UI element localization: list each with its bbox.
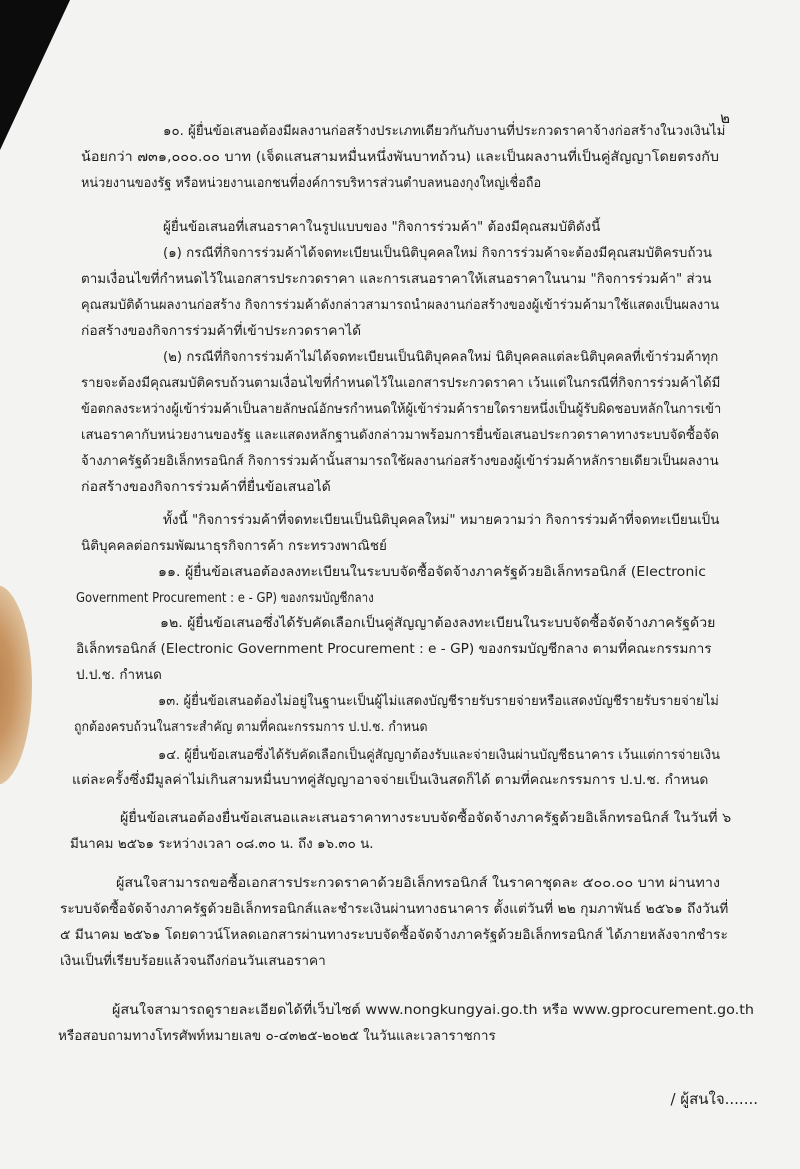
text-line: มีนาคม ๒๕๖๑ ระหว่างเวลา ๐๘.๓๐ น. ถึง ๑๖.๓๐ น. [70,837,374,852]
text-line: (๒) กรณีที่กิจการร่วมค้าไม่ได้จดทะเบียนเป็นนิติบุคคลใหม่ นิติบุคคลแต่ละนิติบุคคลที่เข้าร่วมค้าทุก [163,350,719,365]
text-line: ๑๐. ผู้ยื่นข้อเสนอต้องมีผลงานก่อสร้างประเภทเดียวกันกับงานที่ประกวดราคาจ้างก่อสร้างในวงเงินไม่ [163,124,726,139]
text-line: หน่วยงานของรัฐ หรือหน่วยงานเอกชนที่องค์การบริหารส่วนตำบลหนองกุงใหญ่เชื่อถือ [81,176,542,191]
text-line: ป.ป.ช. กำหนด [76,668,162,683]
text-line: หรือสอบถามทางโทรศัพท์หมายเลข ๐-๔๓๒๕-๒๐๒๕ ในวันและเวลาราชการ [58,1029,496,1044]
text-line: ทั้งนี้ "กิจการร่วมค้าที่จดทะเบียนเป็นนิติบุคคลใหม่" หมายความว่า กิจการร่วมค้าที่จดทะเบียนเป็น [163,513,720,528]
text-line: Government Procurement : e - GP) ของกรมบัญชีกลาง [76,591,374,606]
text-line: ก่อสร้างของกิจการร่วมค้าที่ยื่นข้อเสนอได้ [81,480,331,495]
text-line: ผู้ยื่นข้อเสนอที่เสนอราคาในรูปแบบของ "กิจการร่วมค้า" ต้องมีคุณสมบัติดังนี้ [163,220,601,235]
text-line: ผู้สนใจสามารถดูรายละเอียดได้ที่เว็บไซต์ www.nongkungyai.go.th หรือ www.gprocurement.go.th [112,1003,754,1018]
text-line: คุณสมบัติด้านผลงานก่อสร้าง กิจการร่วมค้าดังกล่าวสามารถนำผลงานก่อสร้างของผู้เข้าร่วมค้ามาใช้แสดงเป็นผลงาน [81,298,720,313]
text-line: ๑๑. ผู้ยื่นข้อเสนอต้องลงทะเบียนในระบบจัดซื้อจัดจ้างภาครัฐด้วยอิเล็กทรอนิกส์ (Electronic [158,565,707,580]
text-line: ผู้สนใจสามารถขอซื้อเอกสารประกวดราคาด้วยอิเล็กทรอนิกส์ ในราคาชุดละ ๕๐๐.๐๐ บาท ผ่านทาง [116,876,720,891]
text-line: เสนอราคากับหน่วยงานของรัฐ และแสดงหลักฐานดังกล่าวมาพร้อมการยื่นข้อเสนอประกวดราคาทางระบบจัดซื้อจัด [81,428,720,443]
text-line: (๑) กรณีที่กิจการร่วมค้าได้จดทะเบียนเป็นนิติบุคคลใหม่ กิจการร่วมค้าจะต้องมีคุณสมบัติครบถ้วน [163,246,713,261]
text-line: ตามเงื่อนไขที่กำหนดไว้ในเอกสารประกวดราคา และการเสนอราคาให้เสนอราคาในนาม "กิจการร่วมค้า" ส่วน [81,272,712,287]
text-line: ก่อสร้างของกิจการร่วมค้าที่เข้าประกวดราคาได้ [81,324,362,339]
text-line: แต่ละครั้งซึ่งมีมูลค่าไม่เกินสามหมื่นบาทคู่สัญญาอาจจ่ายเป็นเงินสดก็ได้ ตามที่คณะกรรมการ ป.ป.ช. กำหนด [72,773,709,788]
text-line: ๑๔. ผู้ยื่นข้อเสนอซึ่งได้รับคัดเลือกเป็นคู่สัญญาต้องรับและจ่ายเงินผ่านบัญชีธนาคาร เว้นแต่การจ่ายเงิน [158,748,720,763]
text-line: ถูกต้องครบถ้วนในสาระสำคัญ ตามที่คณะกรรมการ ป.ป.ช. กำหนด [74,720,428,735]
text-line: ๑๒. ผู้ยื่นข้อเสนอซึ่งได้รับคัดเลือกเป็นคู่สัญญาต้องลงทะเบียนในระบบจัดซื้อจัดจ้างภาครัฐด้วย [160,616,716,631]
text-line: รายจะต้องมีคุณสมบัติครบถ้วนตามเงื่อนไขที่กำหนดไว้ในเอกสารประกวดราคา เว้นแต่ในกรณีที่กิจการร่วมค้าได้มี [81,376,721,391]
text-line: จ้างภาครัฐด้วยอิเล็กทรอนิกส์ กิจการร่วมค้านั้นสามารถใช้ผลงานก่อสร้างของผู้เข้าร่วมค้าหลักรายเดียวเป็นผลงาน [81,454,719,469]
text-line: อิเล็กทรอนิกส์ (Electronic Government Procurement : e - GP) ของกรมบัญชีกลาง ตามที่คณะกรรมการ [76,642,712,657]
text-line: ๕ มีนาคม ๒๕๖๑ โดยดาวน์โหลดเอกสารผ่านทางระบบจัดซื้อจัดจ้างภาครัฐด้วยอิเล็กทรอนิกส์ ได้ภายหลังจากชำระ [60,928,728,943]
text-line: เงินเป็นที่เรียบร้อยแล้วจนถึงก่อนวันเสนอราคา [60,954,326,969]
text-line: นิติบุคคลต่อกรมพัฒนาธุรกิจการค้า กระทรวงพาณิชย์ [81,539,387,554]
continuation-mark: / ผู้สนใจ....... [670,1090,758,1108]
text-line: ผู้ยื่นข้อเสนอต้องยื่นข้อเสนอและเสนอราคาทางระบบจัดซื้อจัดจ้างภาครัฐด้วยอิเล็กทรอนิกส์ ในวันที่ ๖ [120,811,732,826]
text-line: ข้อตกลงระหว่างผู้เข้าร่วมค้าเป็นลายลักษณ์อักษรกำหนดให้ผู้เข้าร่วมค้ารายใดรายหนึ่งเป็นผู้รับผิดชอบหลักในการเข้า [81,402,722,417]
text-line: น้อยกว่า ๗๓๑,๐๐๐.๐๐ บาท (เจ็ดแสนสามหมื่นหนึ่งพันบาทถ้วน) และเป็นผลงานที่เป็นคู่สัญญาโดยตรงกับ [81,150,720,165]
text-line: ๑๓. ผู้ยื่นข้อเสนอต้องไม่อยู่ในฐานะเป็นผู้ไม่แสดงบัญชีรายรับรายจ่ายหรือแสดงบัญชีรายรับรายจ่ายไม่ [158,694,719,709]
text-line: ระบบจัดซื้อจัดจ้างภาครัฐด้วยอิเล็กทรอนิกส์และชำระเงินผ่านทางธนาคาร ตั้งแต่วันที่ ๒๒ กุมภาพันธ์ ๒๕๖๑ ถึงวันที่ [60,902,729,917]
page-number: ๒ [720,109,730,127]
